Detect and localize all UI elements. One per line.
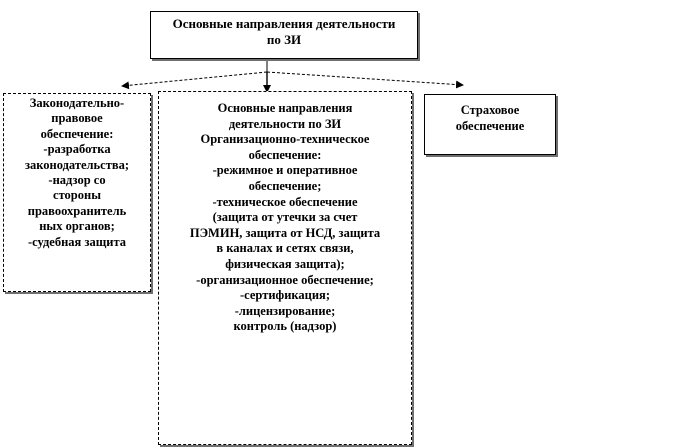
legislative-legal-support-box: Законодательно- правовое обеспечение: -разработка законодательства; -надзор со стороны правоохранитель ных органов; -судебная защита [3,93,151,292]
insurance-support-box: Страховое обеспечение [424,94,556,155]
arrow-to-left-box [122,72,267,86]
arrow-to-right-box [267,72,463,85]
organizational-technical-support-box: Основные направления деятельности по ЗИ Организационно-техническое обеспечение: -режимное и оперативное обеспечение; -техническое обеспечение (защита от утечки за счет ПЭМИН, защита от НСД, защита в каналах и сетях связи, физическая защита); -организационное обеспечение; -сертификация; -лицензирование; контроль (надзор) [158,91,412,445]
main-directions-box: Основные направления деятельности по ЗИ [150,11,418,59]
